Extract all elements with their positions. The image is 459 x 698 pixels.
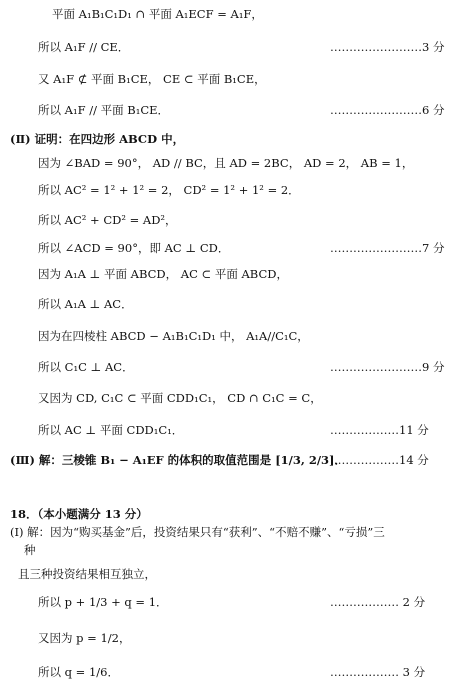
part-2-heading: (Ⅱ) 证明：在四边形 ABCD 中， (10, 132, 185, 146)
proof-line-10: 因为 A₁A ⊥ 平面 ABCD， AC ⊂ 平面 ABCD， (38, 267, 288, 281)
score-marker-14: ………………14 分 (330, 453, 429, 467)
score-marker-3b: ……………… 3 分 (330, 665, 426, 679)
score-marker-9: ……………………9 分 (330, 360, 445, 374)
proof-line-6: 因为 ∠BAD = 90°， AD // BC，且 AD = 2BC， AD = 2， AB = 1， (38, 156, 414, 170)
problem-18-line-6: 所以 q = 1/6． (38, 665, 119, 679)
part-3-heading: (Ⅲ) 解：三棱锥 B₁ − A₁EF 的体积的取值范围是 [1/3, 2/3]． (10, 453, 346, 467)
proof-line-14: 又因为 CD, C₁C ⊂ 平面 CDD₁C₁， CD ∩ C₁C = C， (38, 391, 322, 405)
proof-line-9: 所以 ∠ACD = 90°，即 AC ⊥ CD． (38, 241, 230, 255)
problem-18-line-4: 所以 p + 1/3 + q = 1． (38, 595, 168, 609)
proof-line-11: 所以 A₁A ⊥ AC． (38, 297, 133, 311)
proof-line-12: 因为在四棱柱 ABCD − A₁B₁C₁D₁ 中， A₁A//C₁C， (38, 329, 309, 343)
score-marker-3: ……………………3 分 (330, 40, 445, 54)
proof-line-7: 所以 AC² = 1² + 1² = 2， CD² = 1² + 1² = 2． (38, 183, 300, 197)
proof-line-2: 所以 A₁F // CE． (38, 40, 130, 54)
problem-18-heading: 18．（本小题满分 13 分） (10, 507, 148, 521)
score-marker-6: ……………………6 分 (330, 103, 445, 117)
proof-line-4: 所以 A₁F // 平面 B₁CE． (38, 103, 170, 117)
score-marker-2: ……………… 2 分 (330, 595, 426, 609)
problem-18-line-1: (Ⅰ) 解：因为“购买基金”后，投资结果只有“获利”、“不赔不赚”、“亏损”三 (10, 525, 385, 539)
proof-line-15: 所以 AC ⊥ 平面 CDD₁C₁． (38, 423, 184, 437)
score-marker-11: ………………11 分 (330, 423, 429, 437)
proof-line-1: 平面 A₁B₁C₁D₁ ∩ 平面 A₁ECF = A₁F， (52, 7, 263, 21)
proof-line-13: 所以 C₁C ⊥ AC． (38, 360, 134, 374)
problem-18-line-2: 种 (24, 543, 36, 557)
proof-line-3: 又 A₁F ⊄ 平面 B₁CE， CE ⊂ 平面 B₁CE， (38, 72, 266, 86)
proof-line-8: 所以 AC² + CD² = AD²， (38, 213, 177, 227)
problem-18-line-5: 又因为 p = 1/2， (38, 631, 131, 645)
score-marker-7: ……………………7 分 (330, 241, 445, 255)
problem-18-line-3: 且三种投资结果相互独立， (18, 567, 156, 581)
